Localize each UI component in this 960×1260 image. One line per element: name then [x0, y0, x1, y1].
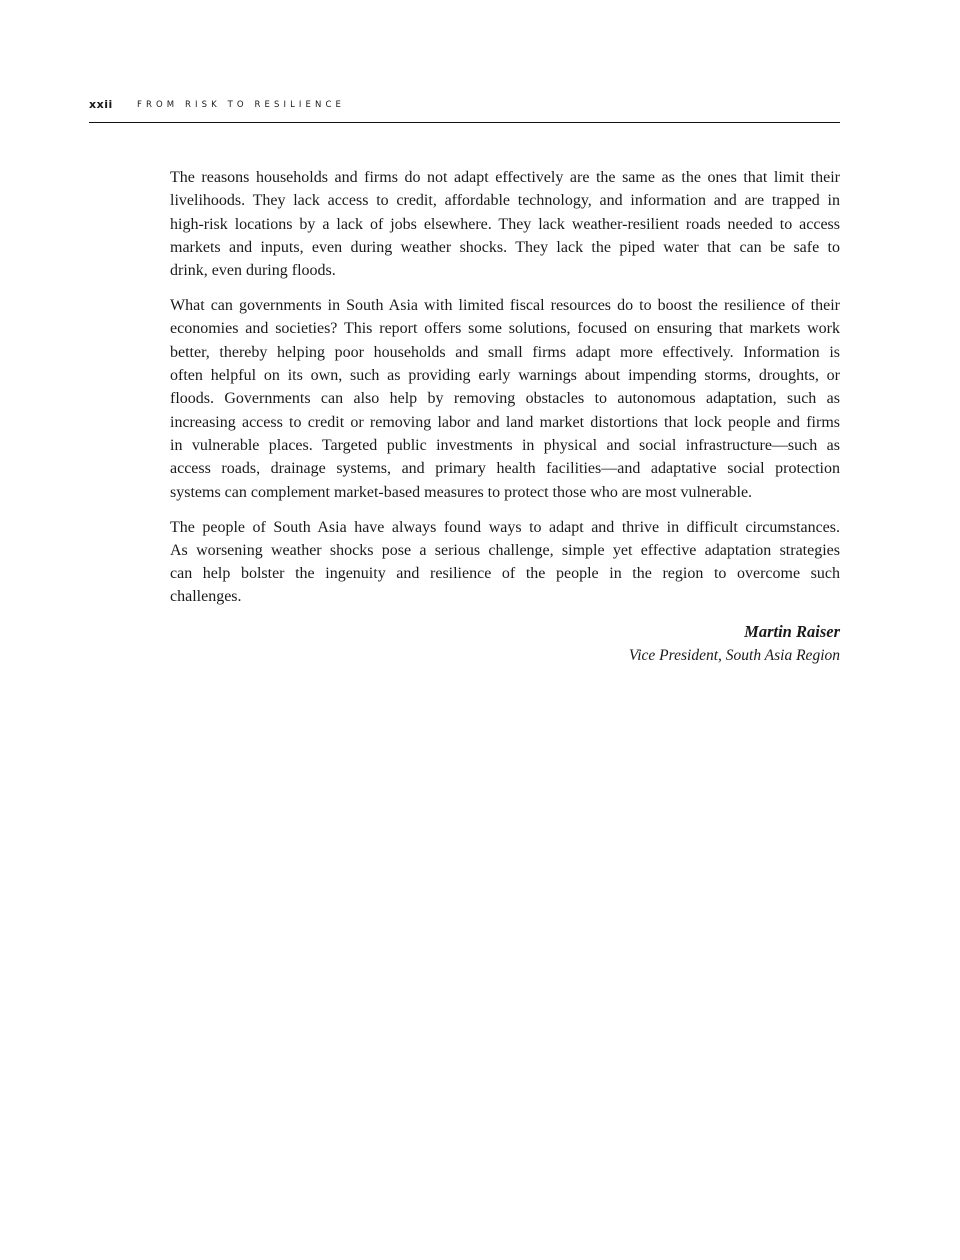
text-line: livelihoods. They lack access to credit, affordable technology, and information and are trapped in [170, 192, 840, 210]
text-line: in vulnerable places. Targeted public investments in physical and social infrastructure—such as [170, 436, 840, 454]
text-line: better, thereby helping poor households and small firms adapt more effectively. Information is [170, 343, 840, 361]
paragraph [170, 516, 840, 609]
text-line: high-risk locations by a lack of jobs elsewhere. They lack weather-resilient roads needed to access [170, 215, 840, 233]
foreword-body [170, 166, 840, 667]
text-line: systems can complement market-based measures to protect those who are most vulnerable. [170, 483, 753, 501]
paragraph [170, 166, 840, 282]
text-line: access roads, drainage systems, and primary health facilities—and adaptative social protection [170, 460, 840, 478]
signatory-name: Martin Raiser [744, 622, 840, 642]
signature-block [170, 620, 840, 666]
text-line: increasing access to credit or removing labor and land market distortions that lock people and firms [170, 413, 840, 431]
text-line: drink, even during floods. [170, 262, 336, 280]
text-line: The people of South Asia have always found ways to adapt and thrive in difficult circumstances. [170, 518, 840, 536]
text-line: What can governments in South Asia with limited fiscal resources do to boost the resilience of their [170, 297, 840, 315]
running-header [89, 98, 840, 123]
text-line: economies and societies? This report offers some solutions, focused on ensuring that markets work [170, 320, 840, 338]
text-line: challenges. [170, 588, 242, 606]
signatory-title: Vice President, South Asia Region [628, 646, 840, 664]
text-line: floods. Governments can also help by removing obstacles to autonomous adaptation, such as [170, 390, 840, 408]
text-line: markets and inputs, even during weather shocks. They lack the piped water that can be safe to [170, 238, 840, 256]
text-line: can help bolster the ingenuity and resilience of the people in the region to overcome such [170, 565, 840, 583]
text-line: The reasons households and firms do not adapt effectively are the same as the ones that limit their [170, 169, 840, 186]
running-title: FROM RISK TO RESILIENCE [137, 100, 345, 110]
text-line: As worsening weather shocks pose a serious challenge, simple yet effective adaptation strategies [170, 541, 840, 559]
page-number: xxii [89, 98, 113, 111]
paragraph [170, 294, 840, 504]
text-line: often helpful on its own, such as providing early warnings about impending storms, droughts, or [170, 367, 840, 385]
